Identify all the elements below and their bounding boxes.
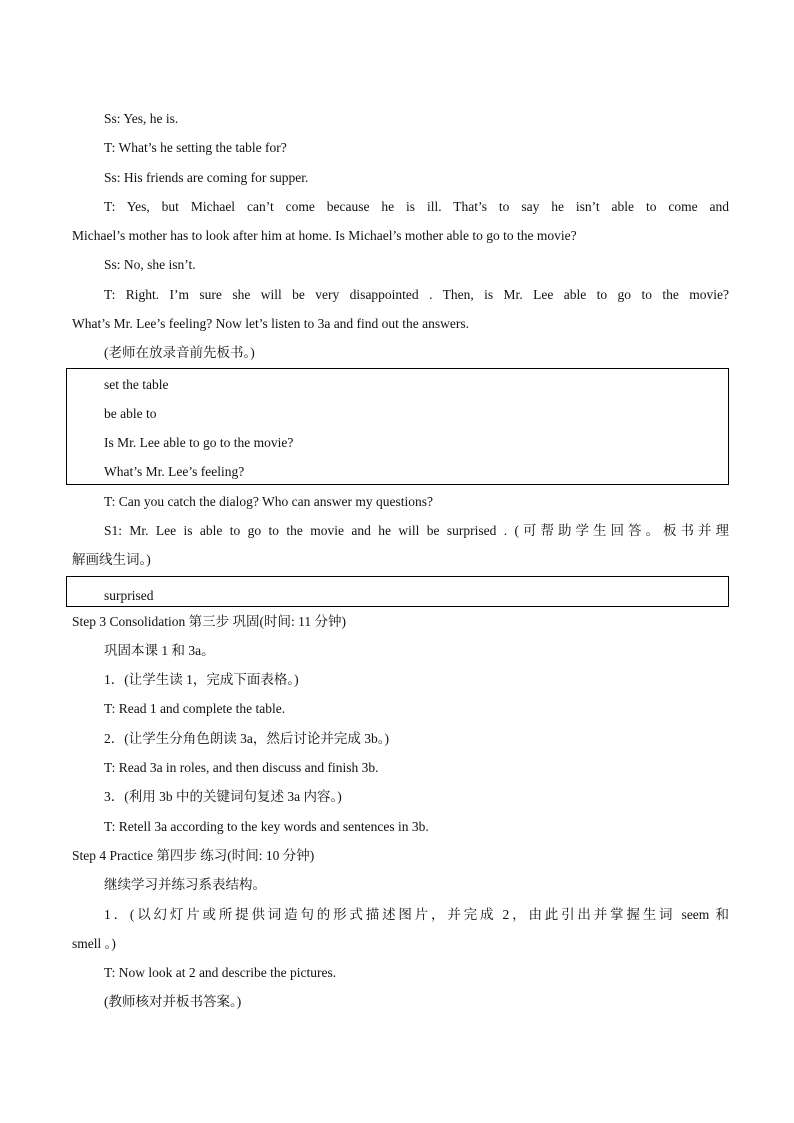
step-text: T: Read 1 and complete the table.: [104, 701, 286, 717]
step-text: 巩固本课 1 和 3a。: [104, 642, 215, 658]
dialog-line: Ss: Yes, he is.: [104, 111, 179, 126]
step-text: 1．(以幻灯片或所提供词造句的形式描述图片，并完成 2，由此引出并掌握生词 seem 和: [104, 906, 729, 922]
dialog-line: Michael’s mother has to look after him at home. Is Michael’s mother able to go to the movie?: [72, 228, 577, 244]
dialog-line: T: Right. I’m sure she will be very disappointed . Then, is Mr. Lee able to go to the movie?: [104, 286, 729, 302]
step-text: 3．(利用 3b 中的关键词句复述 3a 内容。): [104, 789, 342, 805]
step-text: smell 。): [72, 935, 116, 951]
dialog-line: Ss: No, she isn’t.: [104, 257, 196, 273]
step-text: T: Now look at 2 and describe the pictures.: [104, 965, 337, 981]
dialog-line: S1: Mr. Lee is able to go to the movie and he will be surprised . (可帮助学生回答。板书并理: [104, 522, 729, 538]
dialog-line: What’s Mr. Lee’s feeling? Now let’s listen to 3a and find out the answers.: [72, 316, 470, 332]
teacher-note: (老师在放录音前先板书。): [104, 345, 255, 361]
step-heading: Step 3 Consolidation 第三步 巩固(时间: 11 分钟): [72, 613, 346, 629]
dialog-line: T: What’s he setting the table for?: [104, 140, 287, 156]
step-text: T: Read 3a in roles, and then discuss and finish 3b.: [104, 760, 379, 776]
dialog-line: T: Yes, but Michael can’t come because he is ill. That’s to say he isn’t able to come and: [104, 198, 729, 214]
step-text: 继续学习并练习系表结构。: [104, 877, 266, 893]
dialog-line: Ss: His friends are coming for supper.: [104, 169, 309, 185]
board-item: be able to: [104, 405, 157, 421]
step-text: T: Retell 3a according to the key words and sentences in 3b.: [104, 818, 429, 834]
step-heading: Step 4 Practice 第四步 练习(时间: 10 分钟): [72, 847, 315, 863]
board-item: What’s Mr. Lee’s feeling?: [104, 463, 245, 479]
step-text: 1．(让学生读 1，完成下面表格。): [104, 672, 299, 688]
dialog-line: T: Can you catch the dialog? Who can answer my questions?: [104, 493, 433, 509]
step-text: 2．(让学生分角色朗读 3a，然后讨论并完成 3b。): [104, 730, 389, 746]
dialog-line: 解画线生词。): [72, 552, 151, 568]
board-item: surprised: [104, 587, 154, 603]
board-item: Is Mr. Lee able to go to the movie?: [104, 434, 294, 450]
document-page: [72, 104, 729, 1017]
blackboard-box: [66, 368, 729, 485]
step-text: (教师核对并板书答案。): [104, 994, 242, 1010]
board-item: set the table: [104, 376, 169, 392]
blackboard-box: [66, 576, 729, 607]
